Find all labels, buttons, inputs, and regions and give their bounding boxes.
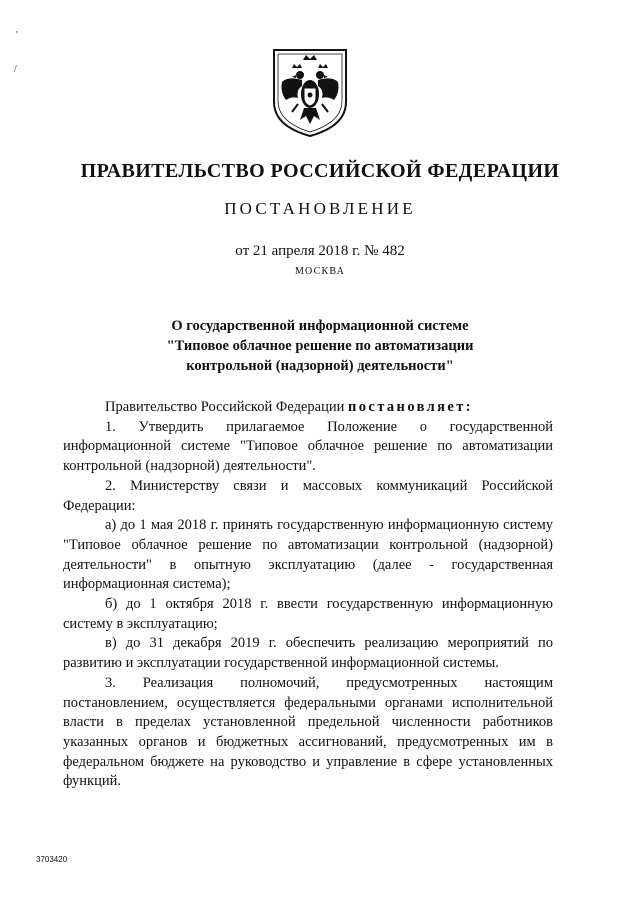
paragraph-2c: в) до 31 декабря 2019 г. обеспечить реализацию мероприятий по развитию и эксплуатации государственной информационной системы. (63, 635, 553, 672)
document-type: ПОСТАНОВЛЕНИЕ (224, 199, 416, 218)
intro-verb: постановляет: (347, 399, 474, 415)
city: МОСКВА (294, 266, 346, 277)
title-line: контрольной (надзорной) деятельности" (186, 358, 454, 374)
paragraph-2: 2. Министерству связи и массовых коммуникаций Российской Федерации: (63, 477, 553, 514)
paragraph-1: 1. Утвердить прилагаемое Положение о государственной информационной системе "Типовое облачное решение по автоматизации контрольной (надзорной) деятельности". (63, 418, 553, 475)
document-code: 3703420 (36, 855, 68, 864)
government-heading: ПРАВИТЕЛЬСТВО РОССИЙСКОЙ ФЕДЕРАЦИИ (80, 160, 560, 182)
decree-date-number: от 21 апреля 2018 г. № 482 (235, 243, 405, 259)
paragraph-3: 3. Реализация полномочий, предусмотренных настоящим постановлением, осуществляется федеральными органами исполнительной власти в пределах установленной предельной численности работников указанных органов и бюджетных ассигнований, предусмотренных им в федеральном бюджете на руководство и управление в сфере установленных функций. (63, 674, 553, 790)
coat-of-arms-icon (268, 46, 352, 138)
margin-mark: / (14, 64, 17, 75)
margin-mark: ' (16, 30, 18, 41)
title-line: "Типовое облачное решение по автоматизации (166, 338, 474, 354)
paragraph-2b: б) до 1 октября 2018 г. ввести государственную информационную систему в эксплуатацию; (63, 596, 553, 632)
intro-prefix: Правительство Российской Федерации (105, 399, 345, 415)
decree-title (0, 316, 640, 376)
decree-body (63, 398, 553, 792)
paragraph-2a: а) до 1 мая 2018 г. принять государственную информационную систему "Типовое облачное решение по автоматизации контрольной (надзорной) деятельности" в опытную эксплуатацию (далее - государственная информационная система); (63, 517, 553, 593)
intro-paragraph (63, 398, 553, 418)
title-line: О государственной информационной системе (171, 318, 469, 334)
